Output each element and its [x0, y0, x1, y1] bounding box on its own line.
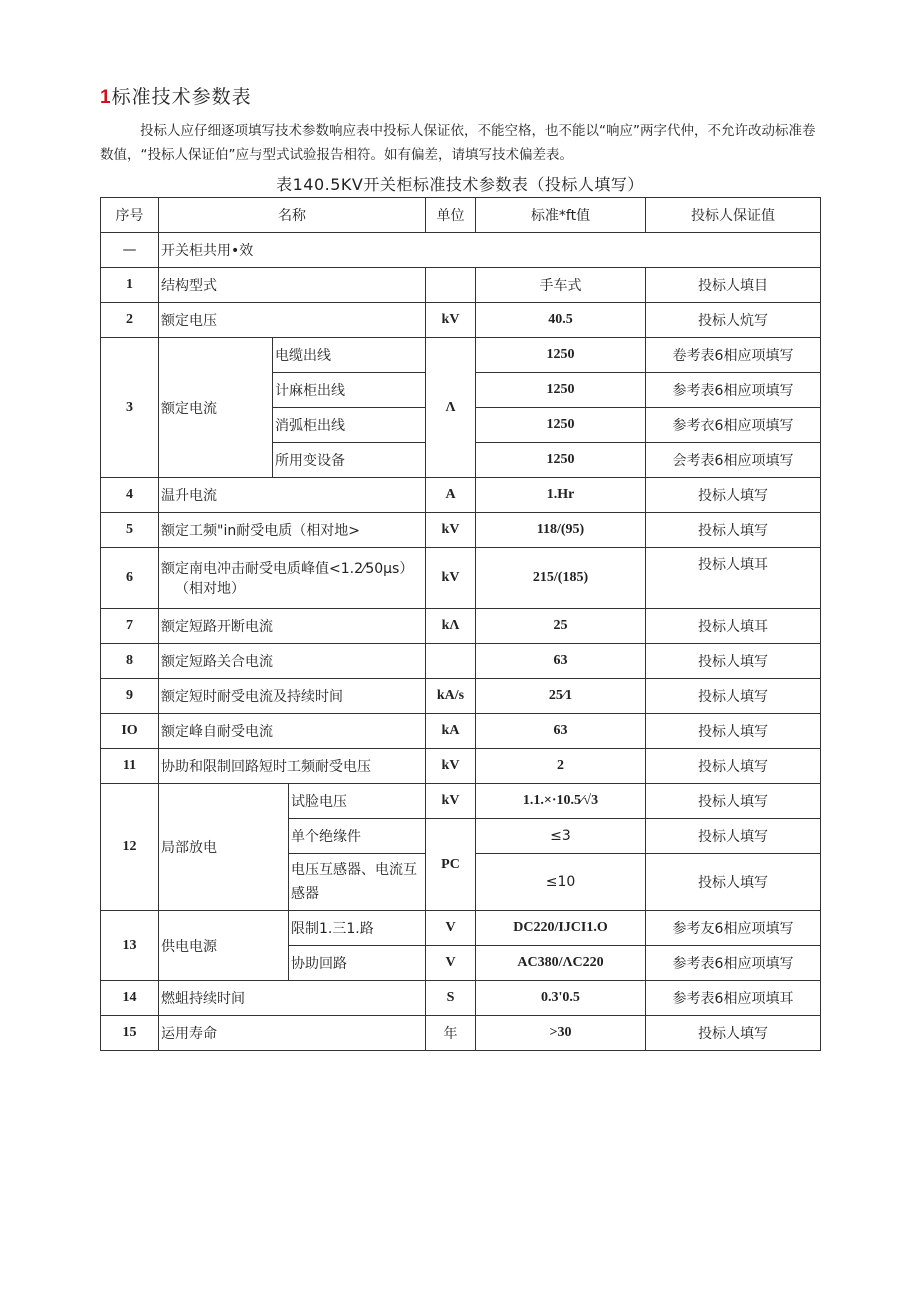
- row-bid: 投标人填写: [646, 679, 821, 714]
- sub-bid: 会考表6相应项填写: [646, 443, 821, 478]
- row-seq: 12: [101, 784, 159, 911]
- sub-name: 所用变设备: [273, 443, 426, 478]
- table-row: [101, 548, 821, 609]
- sub-std: 1.1.×·10.5⁄√3: [476, 784, 646, 819]
- row-std: 25⁄1: [476, 679, 646, 714]
- row-std: 63: [476, 644, 646, 679]
- row-name: 运用寿命: [159, 1016, 426, 1051]
- row-name: 局部放电: [159, 784, 289, 911]
- table-row: [101, 233, 821, 268]
- table-row: [101, 338, 821, 373]
- instruction-paragraph: 投标人应仔细逐项填写技术参数响应表中投标人保证依，不能空格，也不能以“响应”两字代仲，不允许改动标准卷数值，“投标人保证伯”应与型式试验报告相符。如有偏差，请填写技术偏差表。: [100, 123, 816, 163]
- sub-bid: 参考表6相应项填写: [646, 946, 821, 981]
- row-name: 额定峰自耐受电流: [159, 714, 426, 749]
- row-seq: 4: [101, 478, 159, 513]
- row-unit: 年: [426, 1016, 476, 1051]
- row-seq: 1: [101, 268, 159, 303]
- row-unit: kA: [426, 714, 476, 749]
- sub-unit: kV: [426, 784, 476, 819]
- table-header-row: [101, 198, 821, 233]
- row-unit: Λ: [426, 338, 476, 478]
- sub-name: 单个绝缘件: [289, 819, 426, 854]
- header-seq: 序号: [101, 198, 159, 233]
- row-name: 额定短路开断电流: [159, 609, 426, 644]
- row-seq: 11: [101, 749, 159, 784]
- row-name: 额定工频"in耐受电质（相对地>: [159, 513, 426, 548]
- sub-std: ≤10: [476, 854, 646, 911]
- table-row: [101, 644, 821, 679]
- sub-bid: 投标人填写: [646, 854, 821, 911]
- row-name: 供电电源: [159, 911, 289, 981]
- sub-std: 1250: [476, 338, 646, 373]
- row-std: 25: [476, 609, 646, 644]
- row-bid: 投标人填耳: [646, 548, 821, 609]
- table-row: [101, 478, 821, 513]
- row-unit: A: [426, 478, 476, 513]
- header-std: 标准*ft值: [476, 198, 646, 233]
- table-row: [101, 679, 821, 714]
- row-std: 215/(185): [476, 548, 646, 609]
- sub-bid: 参考表6相应项填写: [646, 373, 821, 408]
- sub-unit: PC: [426, 819, 476, 911]
- sub-std: AC380/ΛC220: [476, 946, 646, 981]
- sub-unit: V: [426, 911, 476, 946]
- section-seq: —: [101, 233, 159, 268]
- table-row: [101, 513, 821, 548]
- sub-std: DC220/IJCI1.O: [476, 911, 646, 946]
- row-unit: kV: [426, 749, 476, 784]
- row-std: 手车式: [476, 268, 646, 303]
- row-name: 协助和限制回路短时工频耐受电压: [159, 749, 426, 784]
- sub-std: 1250: [476, 373, 646, 408]
- sub-name: 协助回路: [289, 946, 426, 981]
- row-unit: [426, 268, 476, 303]
- row-bid: 投标人炕写: [646, 303, 821, 338]
- row-bid: 投标人填写: [646, 513, 821, 548]
- row-std: 0.3'0.5: [476, 981, 646, 1016]
- row-std: >30: [476, 1016, 646, 1051]
- section-heading: [100, 82, 252, 109]
- sub-bid: 投标人填写: [646, 819, 821, 854]
- row-unit: kV: [426, 548, 476, 609]
- row-name-line1: 额定南电冲击耐受电质峰值<1.2⁄50μs）: [161, 561, 414, 577]
- row-seq: 7: [101, 609, 159, 644]
- row-name: 温升电流: [159, 478, 426, 513]
- row-seq: 8: [101, 644, 159, 679]
- table-row: [101, 911, 821, 946]
- header-bid: 投标人保证值: [646, 198, 821, 233]
- row-unit: kΛ: [426, 609, 476, 644]
- row-bid: 投标人填写: [646, 1016, 821, 1051]
- row-unit: kA/s: [426, 679, 476, 714]
- row-name: [159, 548, 426, 609]
- row-seq: 2: [101, 303, 159, 338]
- sub-name: 消弧柜出线: [273, 408, 426, 443]
- row-seq: 5: [101, 513, 159, 548]
- sub-std: 1250: [476, 408, 646, 443]
- heading-number: 1: [100, 87, 112, 108]
- row-name-line2: （相对地）: [175, 581, 245, 597]
- table-row: [101, 303, 821, 338]
- sub-name: 计麻柜出线: [273, 373, 426, 408]
- sub-name: 电压互感器、电流互感器: [289, 854, 426, 911]
- table-caption: 表140.5KV开关柜标准技术参数表（投标人填写）: [276, 175, 644, 194]
- table-row: [101, 268, 821, 303]
- table-row: [101, 1016, 821, 1051]
- row-unit: S: [426, 981, 476, 1016]
- table-row: [101, 714, 821, 749]
- row-std: 2: [476, 749, 646, 784]
- row-unit: kV: [426, 303, 476, 338]
- table-row: [101, 749, 821, 784]
- row-std: 63: [476, 714, 646, 749]
- row-std: 40.5: [476, 303, 646, 338]
- row-name: 额定短路关合电流: [159, 644, 426, 679]
- row-bid: 投标人填写: [646, 749, 821, 784]
- row-name: 额定电流: [159, 338, 273, 478]
- row-name: 燃蛆持续时间: [159, 981, 426, 1016]
- row-name: 结构型式: [159, 268, 426, 303]
- row-seq: IO: [101, 714, 159, 749]
- sub-std: ≤3: [476, 819, 646, 854]
- sub-unit: V: [426, 946, 476, 981]
- row-bid: 投标人填目: [646, 268, 821, 303]
- row-seq: 6: [101, 548, 159, 609]
- sub-bid: 参考友6相应项填写: [646, 911, 821, 946]
- section-name: 开关柜共用•效: [159, 233, 821, 268]
- parameter-table: [100, 197, 821, 1051]
- row-bid: 投标人填耳: [646, 609, 821, 644]
- row-bid: 投标人填写: [646, 478, 821, 513]
- sub-bid: 参考衣6相应项填写: [646, 408, 821, 443]
- row-unit: kV: [426, 513, 476, 548]
- table-row: [101, 609, 821, 644]
- row-name: 额定短时耐受电流及持续时间: [159, 679, 426, 714]
- sub-name: 限制1.三1.路: [289, 911, 426, 946]
- row-bid: 投标人填写: [646, 714, 821, 749]
- row-std: 118/(95): [476, 513, 646, 548]
- row-std: 1.Hr: [476, 478, 646, 513]
- heading-title: 标准技术参数表: [111, 86, 252, 108]
- sub-std: 1250: [476, 443, 646, 478]
- table-row: [101, 784, 821, 819]
- row-bid: 投标人填写: [646, 644, 821, 679]
- row-seq: 15: [101, 1016, 159, 1051]
- row-seq: 3: [101, 338, 159, 478]
- sub-name: 试脸电压: [289, 784, 426, 819]
- table-row: [101, 981, 821, 1016]
- sub-name: 电缆出线: [273, 338, 426, 373]
- sub-bid: 投标人填写: [646, 784, 821, 819]
- row-bid: 参考表6相应项填耳: [646, 981, 821, 1016]
- row-unit: [426, 644, 476, 679]
- row-seq: 14: [101, 981, 159, 1016]
- header-unit: 单位: [426, 198, 476, 233]
- row-seq: 13: [101, 911, 159, 981]
- row-seq: 9: [101, 679, 159, 714]
- header-name: 名称: [159, 198, 426, 233]
- sub-bid: 卷考表6相应项填写: [646, 338, 821, 373]
- row-name: 额定电压: [159, 303, 426, 338]
